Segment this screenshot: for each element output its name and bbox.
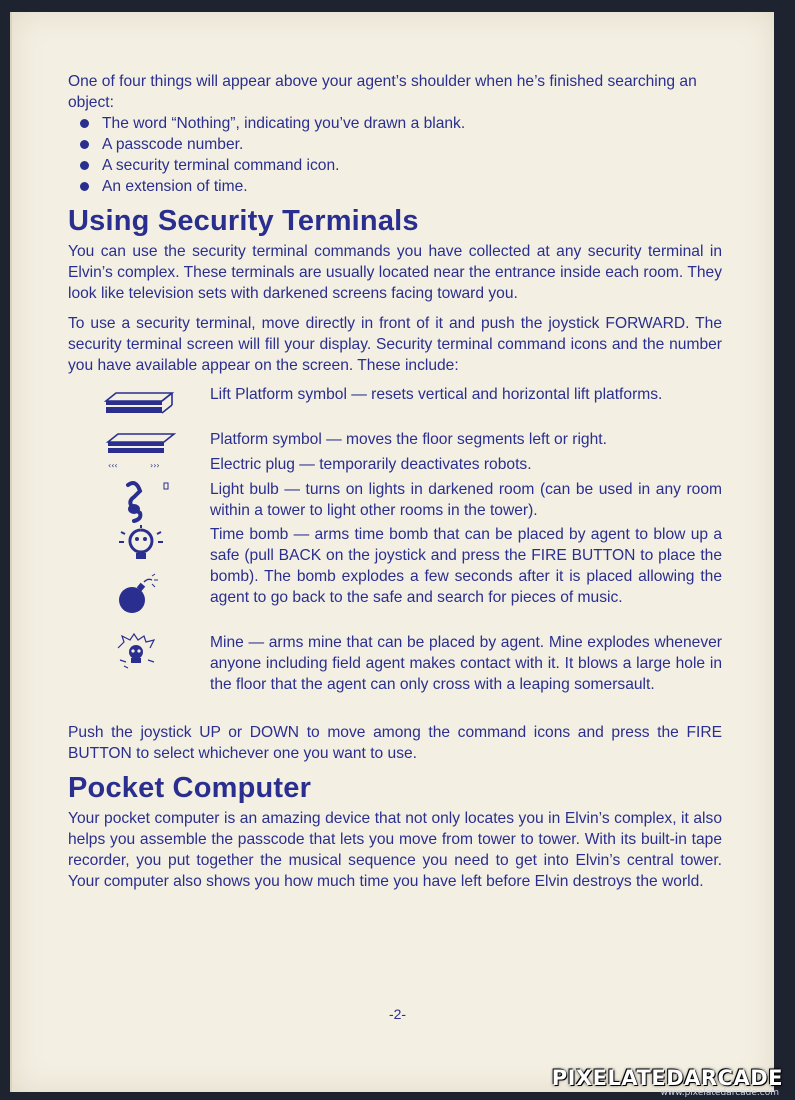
bullet-item: An extension of time.: [78, 176, 722, 197]
bullet-item: The word “Nothing”, indicating you’ve drawn a blank.: [78, 113, 722, 134]
command-icon-list: [68, 384, 722, 716]
command-row: [68, 454, 722, 476]
command-row: [68, 384, 722, 426]
security-paragraph-1: You can use the security terminal commands you have collected at any security terminal in Elvin’s complex. These terminals are usually located near the entrance inside each room. They look like television sets with darkened screens facing toward you.: [68, 243, 722, 302]
command-description: Platform symbol — moves the floor segments left or right.: [210, 431, 607, 448]
page-content: [68, 71, 722, 892]
section-heading-pocket-computer: Pocket Computer: [68, 772, 312, 804]
bomb-icon: [119, 574, 158, 613]
command-row: [68, 632, 722, 716]
watermark-url: www.pixelatedarcade.com: [660, 1088, 779, 1098]
svg-text:›››: ›››: [150, 461, 160, 470]
security-paragraph-2: To use a security terminal, move directly in front of it and push the joystick FORWARD. The security terminal screen will fill your display. Security terminal command icons and the number you have available appear on the screen. These include:: [68, 315, 722, 374]
mine-icon: [68, 632, 210, 716]
command-description: Electric plug — temporarily deactivates robots.: [210, 456, 532, 473]
watermark-logo: PIXELATEDARCADE: [551, 1066, 783, 1090]
electric-plug-icon: [68, 454, 210, 476]
intro-paragraph: One of four things will appear above your agent’s shoulder when he’s finished searching an object:: [68, 73, 697, 111]
page-number: -2-: [388, 1006, 407, 1022]
command-description: Time bomb — arms time bomb that can be placed by agent to blow up a safe (pull BACK on the joystick and press the FIRE BUTTON to place the bomb). The bomb explodes a few seconds after it is placed allowing the agent to go back to the safe and search for pieces of music.: [210, 526, 722, 606]
command-description: Light bulb — turns on lights in darkened room (can be used in any room within a tower to light other rooms in the tower).: [210, 481, 722, 519]
pocket-computer-paragraph: Your pocket computer is an amazing device that not only locates you in Elvin’s complex, it also helps you assemble the passcode that lets you move from tower to tower. With its built-in tape recorder, you put together the musical sequence you need to get into Elvin’s central tower. Your computer also shows you how much time you have left before Elvin destroys the world.: [68, 810, 722, 890]
svg-text:‹‹‹: ‹‹‹: [108, 461, 118, 470]
time-bomb-icon: [68, 524, 210, 629]
bullet-item: A security terminal command icon.: [78, 155, 722, 176]
platform-icon: [68, 429, 210, 470]
command-row: [68, 479, 722, 521]
command-row: [68, 524, 722, 629]
bullet-item: A passcode number.: [78, 134, 722, 155]
result-bullet-list: [78, 113, 722, 197]
section-heading-security: Using Security Terminals: [68, 205, 419, 237]
bulb-face-icon: [119, 525, 163, 559]
command-description: Lift Platform symbol — resets vertical and horizontal lift platforms.: [210, 386, 663, 403]
command-description: Mine — arms mine that can be placed by agent. Mine explodes whenever anyone including field agent makes contact with it. It blows a large hole in the floor that the agent can only cross with a leaping somersault.: [210, 634, 722, 693]
security-paragraph-3: Push the joystick UP or DOWN to move among the command icons and press the FIRE BUTTON to select whichever one you want to use.: [68, 724, 722, 762]
lift-platform-icon: [68, 384, 210, 426]
light-bulb-icon: [68, 479, 210, 521]
